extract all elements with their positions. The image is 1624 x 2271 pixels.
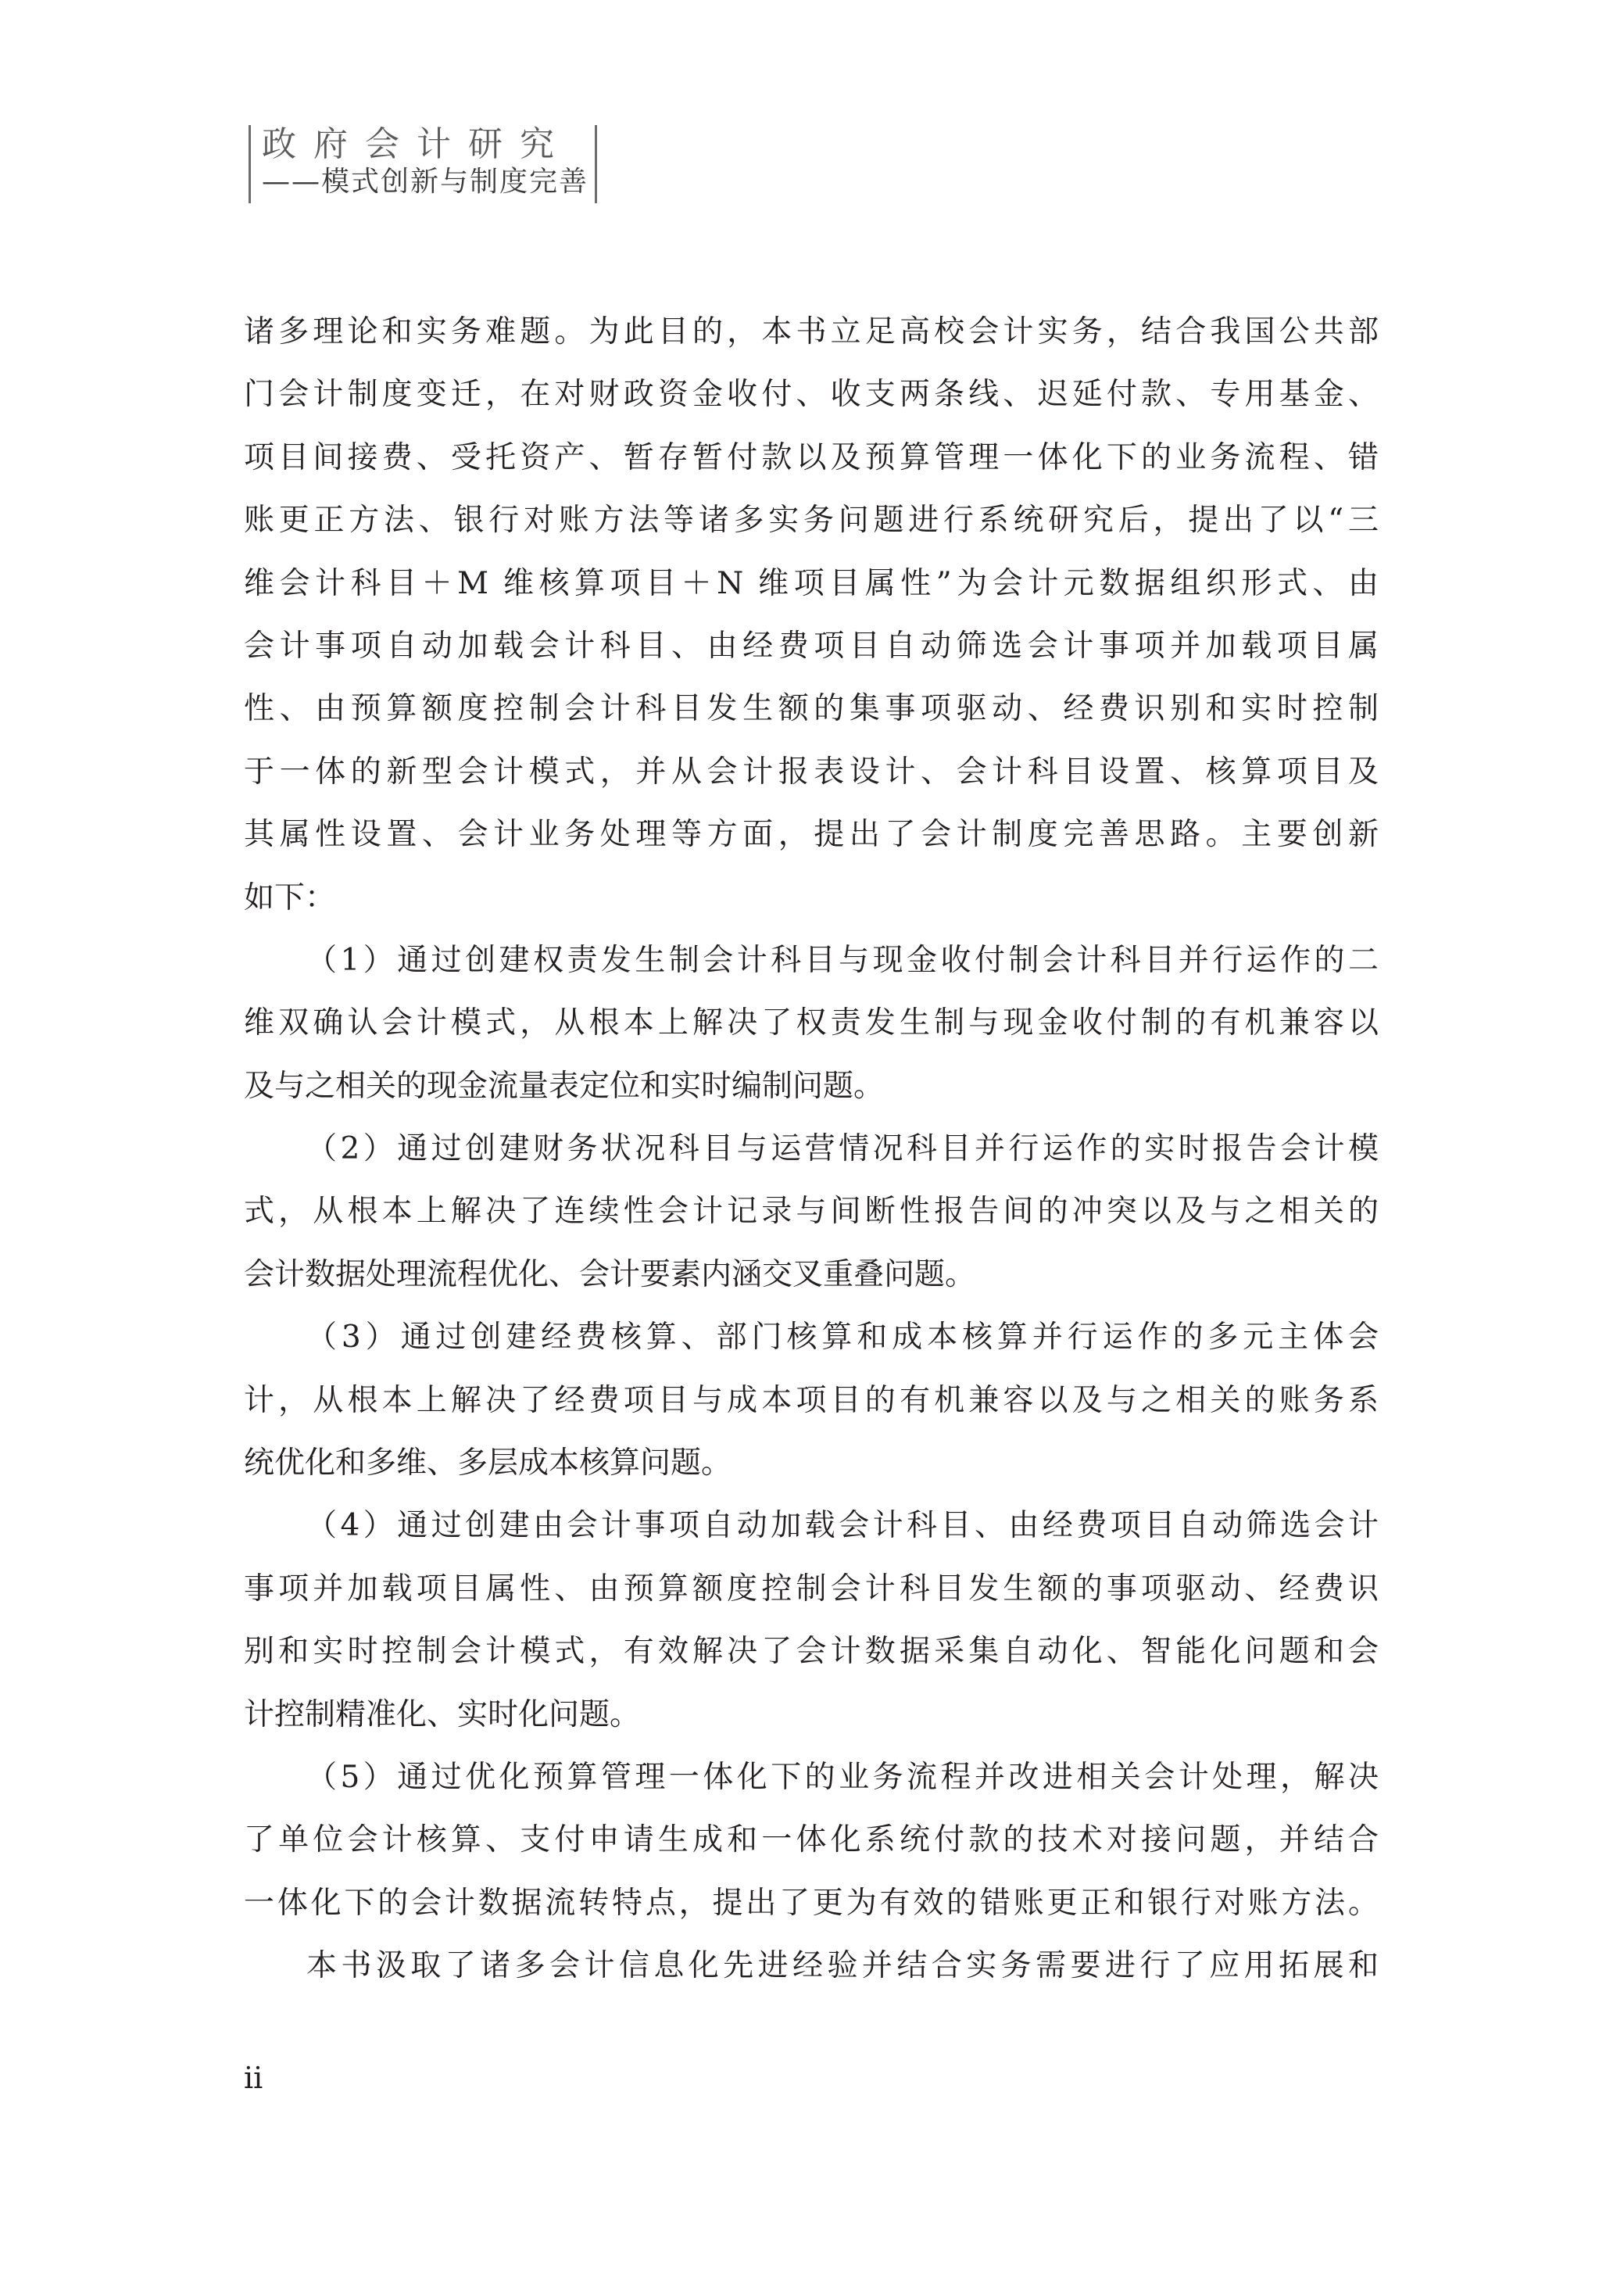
text-line: （3）通过创建经费核算、部门核算和成本核算并行运作的多元主体会 xyxy=(306,1320,1379,1356)
body-text xyxy=(244,301,1379,1998)
text-line: 项目间接费、受托资产、暂存暂付款以及预算管理一体化下的业务流程、错 xyxy=(244,439,1379,475)
text-line: 如下： xyxy=(244,879,336,915)
text-line: 别和实时控制会计模式，有效解决了会计数据采集自动化、智能化问题和会 xyxy=(244,1634,1379,1670)
text-line: 门会计制度变迁，在对财政资金收付、收支两条线、迟延付款、专用基金、 xyxy=(244,377,1379,413)
text-line: 计控制精准化、实时化问题。 xyxy=(244,1696,641,1732)
text-line: 账更正方法、银行对账方法等诸多实务问题进行系统研究后，提出了以“三 xyxy=(244,503,1379,539)
text-line: 本书汲取了诸多会计信息化先进经验并结合实务需要进行了应用拓展和 xyxy=(306,1948,1379,1984)
text-line: 一体化下的会计数据流转特点，提出了更为有效的错账更正和银行对账方法。 xyxy=(244,1885,1379,1921)
text-line: （1）通过创建权责发生制会计科目与现金收付制会计科目并行运作的二 xyxy=(306,942,1379,978)
text-line: 诸多理论和实务难题。为此目的，本书立足高校会计实务，结合我国公共部 xyxy=(244,314,1379,349)
text-line: 维会计科目＋M 维核算项目＋N 维项目属性”为会计元数据组织形式、由 xyxy=(244,565,1379,601)
text-line: 事项并加载项目属性、由预算额度控制会计科目发生额的事项驱动、经费识 xyxy=(244,1571,1379,1607)
text-line: 其属性设置、会计业务处理等方面，提出了会计制度完善思路。主要创新 xyxy=(244,817,1379,853)
text-line: 维双确认会计模式，从根本上解决了权责发生制与现金收付制的有机兼容以 xyxy=(244,1005,1379,1041)
text-line: 于一体的新型会计模式，并从会计报表设计、会计科目设置、核算项目及 xyxy=(244,754,1379,790)
text-line: 会计数据处理流程优化、会计要素内涵交叉重叠问题。 xyxy=(244,1256,976,1292)
book-title: 政府会计研究 xyxy=(262,124,571,164)
text-line: 计，从根本上解决了经费项目与成本项目的有机兼容以及与之相关的账务系 xyxy=(244,1382,1379,1418)
text-line: 式，从根本上解决了连续性会计记录与间断性报告间的冲突以及与之相关的 xyxy=(244,1194,1379,1230)
text-line: 了单位会计核算、支付申请生成和一体化系统付款的技术对接问题，并结合 xyxy=(244,1822,1379,1858)
page-number: ii xyxy=(244,2061,263,2095)
text-line: 统优化和多维、多层成本核算问题。 xyxy=(244,1445,732,1481)
text-line: 及与之相关的现金流量表定位和实时编制问题。 xyxy=(244,1068,885,1104)
text-line: 会计事项自动加载会计科目、由经费项目自动筛选会计事项并加载项目属 xyxy=(244,628,1379,664)
book-subtitle: ——模式创新与制度完善 xyxy=(262,166,589,198)
text-line: （5）通过优化预算管理一体化下的业务流程并改进相关会计处理，解决 xyxy=(306,1759,1379,1795)
text-line: （4）通过创建由会计事项自动加载会计科目、由经费项目自动筛选会计 xyxy=(306,1508,1379,1544)
text-line: （2）通过创建财务状况科目与运营情况科目并行运作的实时报告会计模 xyxy=(306,1131,1379,1167)
running-header xyxy=(249,125,597,203)
text-line: 性、由预算额度控制会计科目发生额的集事项驱动、经费识别和实时控制 xyxy=(244,691,1379,727)
